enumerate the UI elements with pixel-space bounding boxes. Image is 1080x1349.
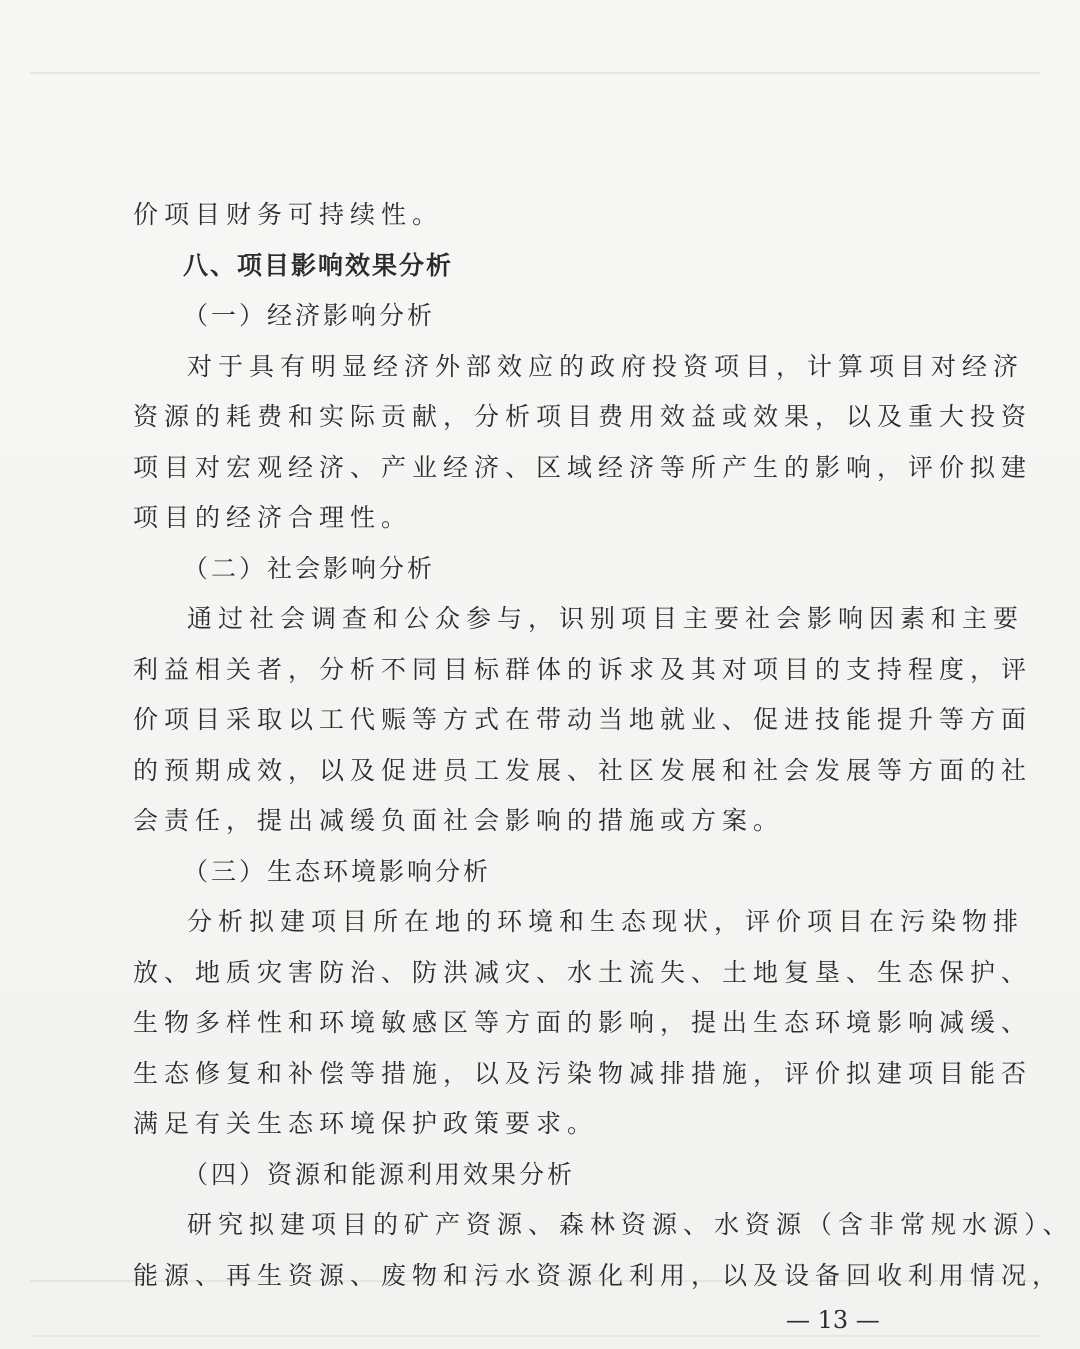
text-line: 价项目财务可持续性。 [133,200,444,229]
paragraph-first-line: 研究拟建项目的矿产资源、森林资源、水资源（含非常规水源）、 [187,1210,1074,1239]
paragraph-first-line: 对于具有明显经济外部效应的政府投资项目，计算项目对经济 [187,351,1025,381]
text-line: 利益相关者，分析不同目标群体的诉求及其对项目的支持程度，评 [133,654,1033,684]
text-line: 能源、再生资源、废物和污水资源化利用，以及设备回收利用情况， [133,1260,1064,1290]
subsection-heading: （一）经济影响分析 [183,301,436,330]
page-number: — 13 — [786,1306,880,1334]
paragraph-first-line: 分析拟建项目所在地的环境和生态现状，评价项目在污染物排 [187,907,1025,936]
document-body [133,190,1074,1301]
text-line: 放、地质灾害防治、防洪减灾、水土流失、土地复垦、生态保护、 [133,957,1033,987]
scan-artifact-foot [30,1335,1040,1337]
text-line: 资源的耗费和实际贡献，分析项目费用效益或效果，以及重大投资 [133,402,1033,431]
paragraph-first-line: 通过社会调查和公众参与，识别项目主要社会影响因素和主要 [187,604,1025,633]
section-heading: 八、项目影响效果分析 [183,250,454,280]
text-line: 满足有关生态环境保护政策要求。 [133,1109,599,1138]
text-line: 项目的经济合理性。 [133,503,413,532]
subsection-heading: （三）生态环境影响分析 [183,856,492,886]
text-line: 的预期成效，以及促进员工发展、社区发展和社会发展等方面的社 [133,755,1033,785]
scan-artifact-top [30,72,1040,74]
subsection-heading: （四）资源和能源利用效果分析 [183,1159,576,1189]
text-line: 生态修复和补偿等措施，以及污染物减排措施，评价拟建项目能否 [133,1058,1033,1088]
text-line: 价项目采取以工代赈等方式在带动当地就业、促进技能提升等方面 [133,705,1033,734]
text-line: 生物多样性和环境敏感区等方面的影响，提出生态环境影响减缓、 [133,1008,1033,1037]
subsection-heading: （二）社会影响分析 [183,553,436,583]
text-line: 项目对宏观经济、产业经济、区域经济等所产生的影响，评价拟建 [133,452,1033,482]
text-line: 会责任，提出减缓负面社会影响的措施或方案。 [133,806,785,835]
